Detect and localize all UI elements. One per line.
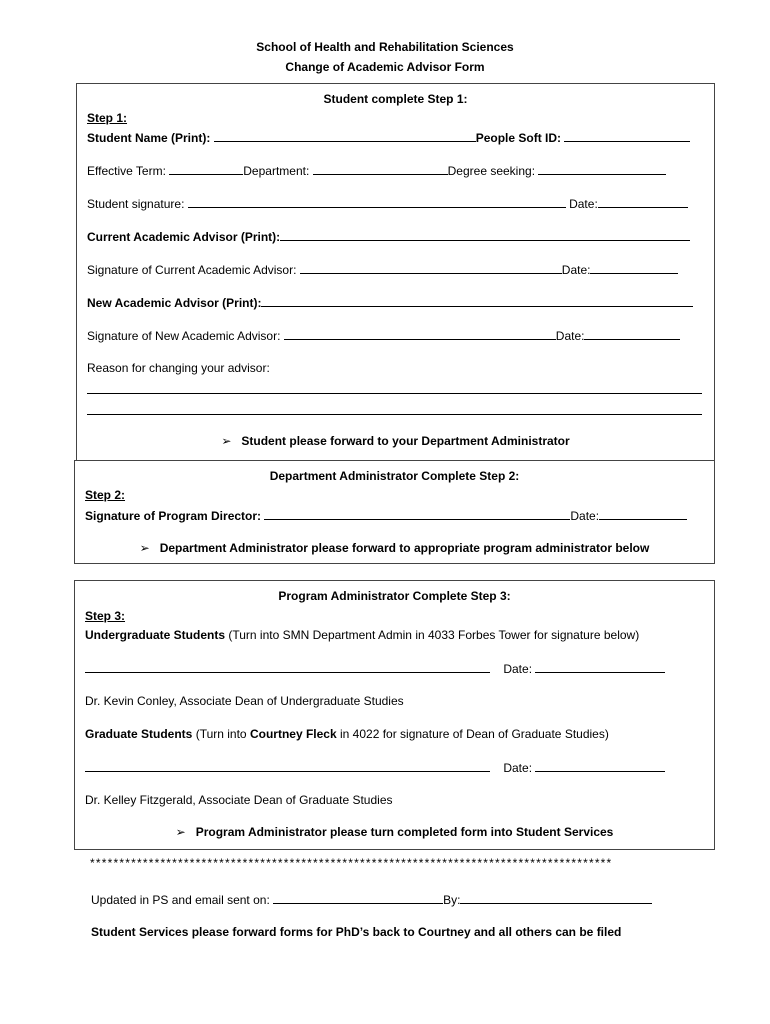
step3-forward-text: Program Administrator please turn completed form into Student Services	[195, 825, 614, 839]
student-date-label: Date:	[569, 197, 598, 211]
current-advisor-date-field[interactable]	[590, 262, 678, 274]
undergrad-date-label: Date:	[503, 662, 533, 676]
program-director-label: Signature of Program Director:	[85, 509, 262, 523]
student-signature-row	[87, 196, 704, 211]
grad-date-field[interactable]	[535, 760, 665, 772]
current-advisor-signature-row	[87, 262, 704, 277]
step2-forward-text: Department Administrator please forward to appropriate program administrator below	[159, 541, 650, 555]
current-advisor-signature-label: Signature of Current Academic Advisor:	[87, 263, 297, 277]
effective-term-field[interactable]	[169, 163, 243, 175]
department-field[interactable]	[313, 163, 448, 175]
program-director-field[interactable]	[264, 508, 570, 520]
program-director-row	[85, 508, 704, 523]
new-advisor-signature-label: Signature of New Academic Advisor:	[87, 329, 281, 343]
grad-dean: Dr. Kelley Fitzgerald, Associate Dean of Graduate Studies	[85, 793, 393, 807]
department-label: Department:	[243, 164, 310, 178]
undergrad-date-field[interactable]	[535, 661, 665, 673]
student-name-row	[87, 130, 704, 145]
arrow-icon: ➢	[221, 434, 232, 448]
new-advisor-date-field[interactable]	[584, 328, 680, 340]
program-director-date-label: Date:	[570, 509, 600, 523]
grad-contact-name: Courtney Fleck	[249, 727, 337, 741]
student-services-note: Student Services please forward forms for PhD’s back to Courtney and all others can be filed	[91, 925, 622, 939]
step1-label: Step 1:	[87, 111, 128, 125]
step2-box-title: Department Administrator Complete Step 2:	[269, 469, 520, 483]
grad-instructions-a: (Turn into	[195, 727, 247, 741]
program-director-date-field[interactable]	[599, 508, 687, 520]
degree-seeking-label: Degree seeking:	[447, 164, 536, 178]
undergrad-dean: Dr. Kevin Conley, Associate Dean of Undergraduate Studies	[85, 694, 404, 708]
grad-date-label: Date:	[503, 761, 533, 775]
step3-box	[74, 580, 715, 850]
new-advisor-signature-row	[87, 328, 704, 343]
student-name-field[interactable]	[214, 130, 476, 142]
peoplesoft-field[interactable]	[564, 130, 690, 142]
grad-instructions-b: in 4022 for signature of Dean of Graduate Studies)	[340, 727, 609, 741]
reason-field-line-1[interactable]	[87, 392, 702, 394]
undergrad-signature-field[interactable]	[85, 661, 490, 673]
current-advisor-date-label: Date:	[561, 263, 591, 277]
step2-box	[74, 460, 715, 564]
undergrad-row	[85, 628, 704, 642]
by-label: By:	[443, 893, 461, 907]
grad-label: Graduate Students	[85, 727, 193, 741]
current-advisor-field[interactable]	[280, 229, 690, 241]
degree-seeking-field[interactable]	[538, 163, 666, 175]
current-advisor-label: Current Academic Advisor (Print):	[87, 230, 281, 244]
reason-label: Reason for changing your advisor:	[87, 361, 270, 375]
student-name-label: Student Name (Print):	[87, 131, 211, 145]
updated-field[interactable]	[273, 892, 443, 904]
new-advisor-date-label: Date:	[555, 329, 585, 343]
new-advisor-field[interactable]	[261, 295, 693, 307]
step1-box	[76, 83, 715, 461]
peoplesoft-label: People Soft ID:	[475, 131, 562, 145]
step2-label: Step 2:	[85, 488, 126, 502]
grad-row	[85, 727, 704, 741]
current-advisor-signature-field[interactable]	[300, 262, 562, 274]
effective-term-label: Effective Term:	[87, 164, 166, 178]
new-advisor-row	[87, 295, 704, 310]
current-advisor-row	[87, 229, 704, 244]
term-row	[87, 163, 704, 178]
step1-box-title: Student complete Step 1:	[323, 92, 468, 106]
undergrad-label: Undergraduate Students	[85, 628, 226, 642]
grad-signature-field[interactable]	[85, 760, 490, 772]
step3-box-title: Program Administrator Complete Step 3:	[278, 589, 511, 603]
reason-field-line-2[interactable]	[87, 413, 702, 415]
step2-forward-note	[75, 541, 714, 555]
school-name: School of Health and Rehabilitation Sciences	[256, 40, 514, 54]
step1-forward-note	[77, 434, 714, 448]
form-title: Change of Academic Advisor Form	[285, 60, 485, 74]
student-date-field[interactable]	[598, 196, 688, 208]
step3-label: Step 3:	[85, 609, 126, 623]
new-advisor-signature-field[interactable]	[284, 328, 556, 340]
undergrad-instructions: (Turn into SMN Department Admin in 4033 Forbes Tower for signature below)	[228, 628, 640, 642]
separator-stars: *****************************************************************************************	[90, 856, 613, 870]
by-field[interactable]	[460, 892, 652, 904]
student-signature-field[interactable]	[188, 196, 566, 208]
arrow-icon: ➢	[175, 825, 186, 839]
grad-signature-row	[85, 760, 704, 775]
arrow-icon: ➢	[139, 541, 150, 555]
step3-forward-note	[75, 825, 714, 839]
new-advisor-label: New Academic Advisor (Print):	[87, 296, 262, 310]
step1-forward-text: Student please forward to your Department Administrator	[241, 434, 570, 448]
undergrad-signature-row	[85, 661, 704, 676]
updated-row	[91, 892, 652, 907]
updated-label: Updated in PS and email sent on:	[91, 893, 270, 907]
student-signature-label: Student signature:	[87, 197, 185, 211]
